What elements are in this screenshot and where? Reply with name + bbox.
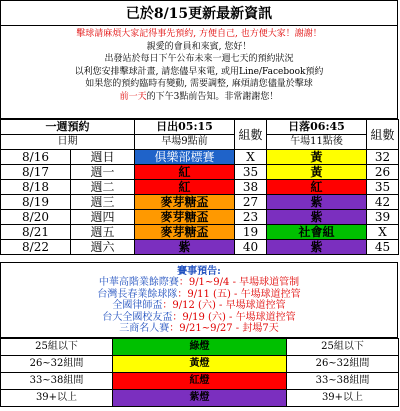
schedule-header-row-2 <box>1 135 399 150</box>
schedule-morning-count: 40 <box>235 240 267 255</box>
schedule-afternoon-count: 45 <box>367 240 399 255</box>
event-item <box>1 277 397 288</box>
schedule-afternoon: 紫 <box>267 210 367 225</box>
schedule-day: 週一 <box>71 165 135 180</box>
legend-range-right: 25組以下 <box>287 339 399 356</box>
schedule-afternoon-count: 26 <box>367 165 399 180</box>
event-name: 全國律師盃 <box>112 300 163 312</box>
legend-range: 25組以下 <box>1 339 113 356</box>
notice-line-5: 如果您的預約臨時有變動, 需要調整, 麻煩請您儘量於擊球 <box>85 79 313 90</box>
legend-row <box>1 356 399 373</box>
schedule-afternoon-count: 32 <box>367 150 399 165</box>
legend-range: 33~38組間 <box>1 373 113 390</box>
notice-box <box>0 26 398 119</box>
notice-line-1: 擊球請麻煩大家記得事先預約, 方便自己, 也方便大家！謝謝！ <box>76 29 322 39</box>
schedule-afternoon: 社會組 <box>267 225 367 240</box>
schedule-afternoon-count: X <box>367 225 399 240</box>
header-date-label: 日期 <box>1 135 135 150</box>
schedule-date: 8/20 <box>1 210 71 225</box>
schedule-morning: 紫 <box>135 240 235 255</box>
notice-highlight: 前一天 <box>119 91 147 102</box>
legend-range-right: 26~32組間 <box>287 356 399 373</box>
schedule-morning: 麥芽糖盃 <box>135 210 235 225</box>
legend-range-right: 39+以上 <box>287 390 399 407</box>
legend-swatch: 紫燈 <box>113 390 287 407</box>
schedule-morning-count: 27 <box>235 195 267 210</box>
schedule-afternoon-count: 35 <box>367 180 399 195</box>
event-date: ：9/21~9/27 <box>169 323 233 335</box>
legend-range-right: 33~38組間 <box>287 373 399 390</box>
schedule-afternoon-count: 39 <box>367 210 399 225</box>
schedule-morning-count: 19 <box>235 225 267 240</box>
event-note: - 早場球道管制 <box>229 277 300 289</box>
legend-swatch: 紅燈 <box>113 373 287 390</box>
legend-range: 26~32組間 <box>1 356 113 373</box>
schedule-afternoon-count: 42 <box>367 195 399 210</box>
header-week: 一週預約 <box>1 120 135 135</box>
event-name: 台大全國校友盃 <box>102 311 173 323</box>
event-note: - 午場球道控管 <box>230 288 301 300</box>
schedule-row <box>1 165 399 180</box>
event-item <box>1 323 397 334</box>
schedule-row <box>1 225 399 240</box>
event-name: 中華高階業餘際賽 <box>98 277 179 289</box>
events-heading: 賽事預告: <box>177 266 221 277</box>
header-count-morning: 組數 <box>235 120 267 150</box>
schedule-afternoon: 黃 <box>267 150 367 165</box>
schedule-row <box>1 180 399 195</box>
event-date: ：9/12 (六) <box>162 300 216 312</box>
schedule-morning: 俱樂部標賽 <box>135 150 235 165</box>
event-date: ：9/19 (六) <box>172 311 226 323</box>
schedule-morning: 麥芽糖盃 <box>135 225 235 240</box>
legend-swatch: 綠燈 <box>113 339 287 356</box>
notice-line-2: 親愛的會員和來賓, 您好！ <box>146 41 252 52</box>
legend-row <box>1 339 399 356</box>
schedule-day: 週四 <box>71 210 135 225</box>
schedule-morning: 紅 <box>135 165 235 180</box>
event-name: 三商名人賽 <box>119 323 170 335</box>
header-sunset: 日落06:45 <box>267 120 367 135</box>
notice-line-6-rest: 的下午3點前告知。非常謝謝您！ <box>146 91 279 102</box>
legend-range: 39+以上 <box>1 390 113 407</box>
schedule-day: 週三 <box>71 195 135 210</box>
events-box <box>0 262 398 338</box>
schedule-morning: 麥芽糖盃 <box>135 195 235 210</box>
schedule-date: 8/21 <box>1 225 71 240</box>
schedule-date: 8/16 <box>1 150 71 165</box>
schedule-table <box>0 119 399 255</box>
header-count-afternoon: 組數 <box>367 120 399 150</box>
legend-row <box>1 373 399 390</box>
event-item <box>1 300 397 311</box>
event-note: - 封場7天 <box>232 323 279 335</box>
schedule-day: 週日 <box>71 150 135 165</box>
header-sunrise: 日出05:15 <box>135 120 235 135</box>
header-afternoon-sub: 午場11點後 <box>267 135 367 150</box>
schedule-day: 週二 <box>71 180 135 195</box>
event-name: 台灣長春業餘球隊 <box>97 288 178 300</box>
schedule-date: 8/22 <box>1 240 71 255</box>
notice-line-4: 以利您安排擊球計畫, 請您儘早來電, 或用Line/Facebook預約 <box>74 66 324 77</box>
page-title: 已於8/15更新最新資訊 <box>0 0 398 26</box>
schedule-row <box>1 240 399 255</box>
legend-row <box>1 390 399 407</box>
schedule-morning-count: 23 <box>235 210 267 225</box>
event-note: - 午場球道控管 <box>225 311 296 323</box>
event-item <box>1 312 397 323</box>
event-item <box>1 289 397 300</box>
schedule-afternoon: 紫 <box>267 195 367 210</box>
schedule-day: 週五 <box>71 225 135 240</box>
event-note: - 早場球道控管 <box>215 300 286 312</box>
schedule-afternoon: 紅 <box>267 180 367 195</box>
schedule-row <box>1 210 399 225</box>
schedule-morning-count: X <box>235 150 267 165</box>
header-morning-sub: 早場9點前 <box>135 135 235 150</box>
schedule-morning-count: 38 <box>235 180 267 195</box>
schedule-morning: 紅 <box>135 180 235 195</box>
notice-line-6 <box>1 91 397 104</box>
event-date: ：9/11 (五) <box>177 288 231 300</box>
schedule-morning-count: 35 <box>235 165 267 180</box>
legend-table <box>0 338 399 407</box>
schedule-header-row-1 <box>1 120 399 135</box>
schedule-row <box>1 195 399 210</box>
schedule-afternoon: 紫 <box>267 240 367 255</box>
schedule-date: 8/17 <box>1 165 71 180</box>
event-date: ：9/1~9/4 <box>178 277 230 289</box>
schedule-date: 8/18 <box>1 180 71 195</box>
schedule-afternoon: 黃 <box>267 165 367 180</box>
schedule-date: 8/19 <box>1 195 71 210</box>
schedule-row <box>1 150 399 165</box>
schedule-day: 週六 <box>71 240 135 255</box>
notice-line-3: 出發站於每日下午公布未來一週七天的預約狀況 <box>104 54 294 65</box>
legend-swatch: 黃燈 <box>113 356 287 373</box>
